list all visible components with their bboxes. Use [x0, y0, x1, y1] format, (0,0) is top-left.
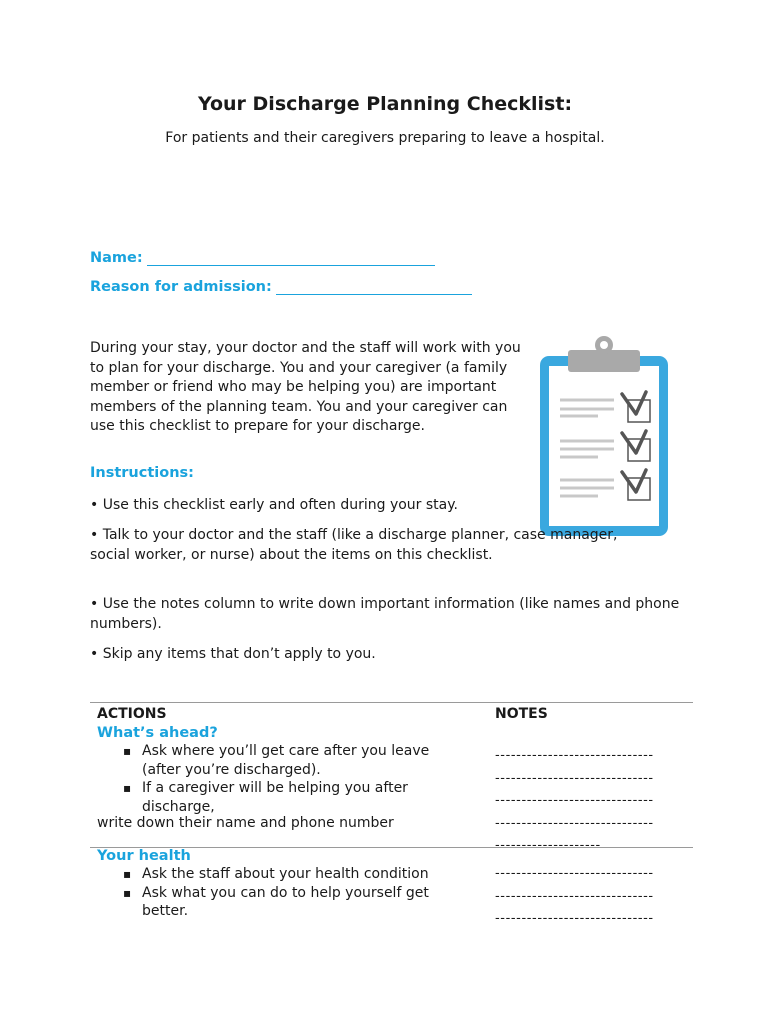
name-field[interactable]	[90, 250, 435, 266]
reason-label: Reason for admission:	[90, 279, 272, 295]
section-heading: What’s ahead?	[97, 725, 218, 741]
list-item: ▪ If a caregiver will be helping you after discharge,	[123, 779, 463, 816]
note-line[interactable]: ------------------------------	[495, 793, 654, 809]
name-blank-line[interactable]	[147, 251, 435, 266]
instruction-item: • Skip any items that don’t apply to you.	[90, 646, 376, 662]
section-heading: Your health	[97, 848, 191, 864]
page-title: Your Discharge Planning Checklist:	[197, 93, 573, 115]
instructions-heading: Instructions:	[90, 465, 194, 481]
instruction-item: • Use the notes column to write down important information (like names and phone numbers).	[90, 596, 680, 632]
section-whats-ahead	[90, 725, 693, 854]
list-item: ▪ Ask what you can do to help yourself get better.	[123, 884, 463, 921]
note-line[interactable]: ------------------------------	[495, 911, 654, 927]
instruction-item: • Talk to your doctor and the staff (like a discharge planner, case manager, social worker, or nurse) about the items on this checklist.	[90, 527, 618, 563]
reason-field[interactable]	[90, 279, 472, 295]
note-line[interactable]: ------------------------------	[495, 748, 654, 763]
checklist-table	[90, 702, 693, 927]
note-line[interactable]: ------------------------------	[495, 888, 654, 904]
reason-blank-line[interactable]	[276, 280, 472, 295]
action-note: write down their name and phone number	[97, 815, 394, 831]
note-line[interactable]: ------------------------------	[495, 770, 654, 786]
list-item: ▪ Ask where you’ll get care after you leave (after you’re discharged).	[123, 742, 463, 779]
intro-paragraph: During your stay, your doctor and the staff will work with you to plan for your discharge. You and your caregiver (a family member or friend who may be helping you) are important members of the planning team. You and your caregiver can use this checklist to prepare for your discharge.	[90, 340, 521, 435]
name-label: Name:	[90, 250, 143, 266]
notes-lines[interactable]	[495, 745, 654, 858]
page-subtitle: For patients and their caregivers preparing to leave a hospital.	[165, 130, 605, 146]
instruction-item: • Use this checklist early and often during your stay.	[90, 497, 458, 513]
notes-column-header: NOTES	[495, 706, 548, 722]
notes-lines[interactable]	[495, 863, 654, 931]
section-your-health	[90, 848, 693, 938]
note-line[interactable]: ------------------------------	[495, 866, 654, 881]
list-item: ▪ Ask the staff about your health condition	[123, 865, 463, 884]
note-line[interactable]: ------------------------------	[495, 815, 654, 831]
actions-column-header: ACTIONS	[97, 706, 167, 722]
action-list	[123, 865, 463, 921]
note-line[interactable]: --------------------	[495, 838, 601, 854]
action-list	[123, 742, 463, 816]
